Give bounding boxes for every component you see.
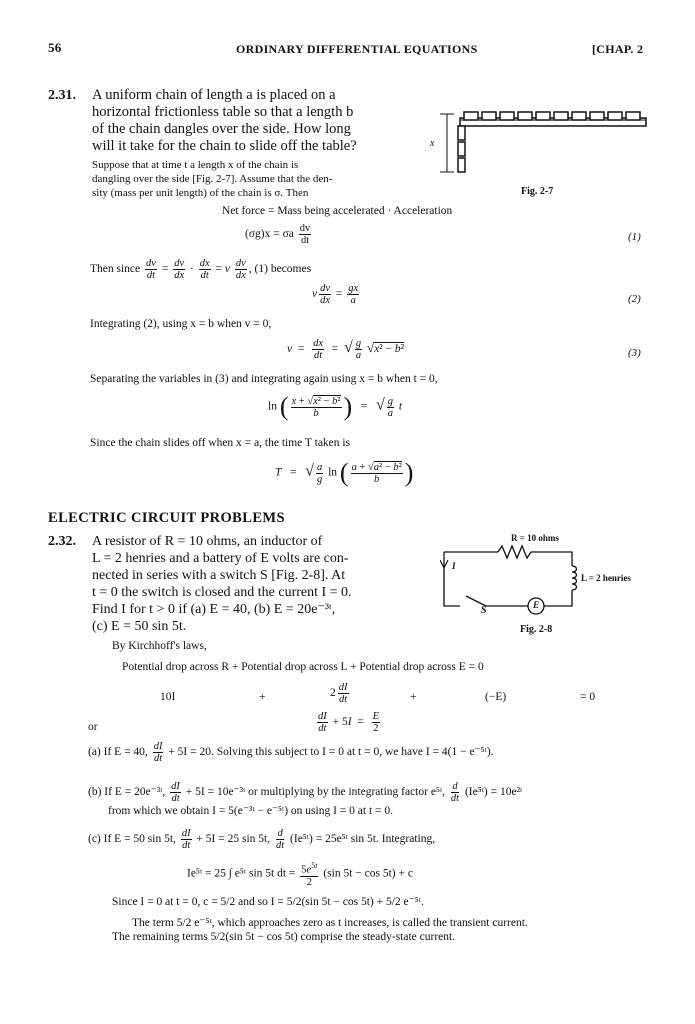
statement-line: Find I for t > 0 if (a) E = 40, (b) E = 20e⁻³ᵗ, bbox=[92, 602, 336, 617]
suppose-line: Suppose that at time t a length x of the chain is bbox=[92, 159, 299, 171]
separating-line: Separating the variables in (3) and integrating again using x = b when t = 0, bbox=[90, 373, 438, 385]
fig-2-7-x-label: x bbox=[430, 138, 435, 149]
problem-2-31-statement bbox=[92, 87, 357, 155]
suppose-line: sity (mass per unit length) of the chain is σ. Then bbox=[92, 187, 309, 199]
part-a-label: (a) If E = 40, bbox=[88, 746, 148, 759]
statement-line: A uniform chain of length a is placed on a bbox=[92, 87, 336, 103]
equation-2: v $\frac{dv}{dx}$ = $\frac{gx}{a}$ bbox=[312, 283, 359, 306]
net-force-equation: Net force = Mass being accelerated · Acceleration bbox=[222, 205, 453, 217]
equals-zero: = 0 bbox=[580, 691, 596, 703]
part-a-rest: + 5I = 20. Solving this subject to I = 0 at t = 0, we have I = 4(1 − e⁻⁵ᵗ). bbox=[168, 746, 494, 759]
kirchhoff-line: By Kirchhoff's laws, bbox=[112, 640, 207, 652]
plus-sign: + bbox=[259, 691, 266, 703]
integrating-line: Integrating (2), using x = b when v = 0, bbox=[90, 318, 272, 330]
log-equation: ln ( $\frac{\text{x + √x² − b²}}{b}$ ) = √ $\frac{g}{a}$ t bbox=[268, 392, 403, 421]
statement-line: A resistor of R = 10 ohms, an inductor of bbox=[92, 534, 323, 549]
statement-line: nected in series with a switch S [Fig. 2-8]. At bbox=[92, 568, 346, 583]
part-c-label: (c) If E = 50 sin 5t, bbox=[88, 833, 176, 846]
transient-line-1: The term 5/2 e⁻⁵ᵗ, which approaches zero as t increases, is called the transient current. bbox=[132, 917, 528, 929]
potential-drops-line: Potential drop across R + Potential drop across L + Potential drop across E = 0 bbox=[122, 661, 484, 673]
fig-2-7-caption: Fig. 2-7 bbox=[521, 186, 554, 197]
statement-line: will it take for the chain to slide off the table? bbox=[92, 138, 357, 154]
part-c-line: (c) If E = 50 sin 5t, $\frac{dI}{dt}$ + 5I = 25 sin 5t, $\frac{d}{dt}$ (Ie⁵ᵗ) = 25e⁵ᵗ sin 5t. Integrating, bbox=[88, 828, 436, 851]
part-b-rest: + 5I = 10e⁻³ᵗ or multiplying by the integrating factor e⁵ᵗ, bbox=[185, 786, 446, 799]
part-a-line: (a) If E = 40, $\frac{dI}{dt}$ + 5I = 20. Solving this subject to I = 0 at t = 0, we have I = 4(1 − e⁻⁵ᵗ). bbox=[88, 741, 494, 764]
fig-2-8-r-label: R = 10 ohms bbox=[511, 533, 559, 543]
drop-l-coefficient: 2 bbox=[330, 687, 336, 700]
statement-line: (c) E = 50 sin 5t. bbox=[92, 619, 187, 634]
time-equation: T = √ $\frac{a}{g}$ ln ( $\frac{\text{a + √a² − b²}}{b}$ ) bbox=[275, 458, 414, 487]
then-becomes-label: (1) becomes bbox=[254, 263, 312, 276]
part-b-line: (b) If E = 20e⁻³ᵗ, $\frac{dI}{dt}$ + 5I = 10e⁻³ᵗ or multiplying by the integrating factor e⁵ᵗ, $\frac{d}{dt}$ (Ie⁵ᵗ) = 10e²ᵗ bbox=[88, 781, 523, 804]
drop-r-value: 10I bbox=[160, 691, 176, 703]
drop-e-value: (−E) bbox=[485, 691, 507, 703]
suppose-line: dangling over the side [Fig. 2-7]. Assume that the den- bbox=[92, 173, 333, 185]
figure-2-8-circuit bbox=[440, 540, 590, 620]
fig-2-8-e-label: E bbox=[533, 600, 540, 610]
problem-2-31-suppose bbox=[92, 158, 332, 200]
part-b-rest-2: (Ie⁵ᵗ) = 10e²ᵗ bbox=[464, 786, 523, 799]
integral-line: Ie⁵ᵗ = 25 ∫ e⁵ᵗ sin 5t dt = $\frac{5e^{5t}}{2}$ (sin 5t − cos 5t) + c bbox=[187, 861, 413, 888]
fig-2-8-s-label: S bbox=[481, 605, 487, 616]
chapter-label: [CHAP. 2 bbox=[592, 42, 644, 56]
transient-line-2: The remaining terms 5/2(sin 5t − cos 5t) comprise the steady-state current. bbox=[112, 931, 456, 943]
part-c-rest-2: (Ie⁵ᵗ) = 25e⁵ᵗ sin 5t. Integrating, bbox=[290, 833, 436, 846]
statement-line: L = 2 henries and a battery of E volts are con- bbox=[92, 551, 349, 566]
fig-2-8-i-label: I bbox=[452, 561, 456, 571]
equation-1-number: (1) bbox=[628, 231, 641, 243]
running-title: ORDINARY DIFFERENTIAL EQUATIONS bbox=[236, 42, 478, 56]
statement-line: horizontal frictionless table so that a length b bbox=[92, 104, 354, 120]
fig-2-8-l-label: L = 2 henries bbox=[581, 573, 631, 583]
equation-3-number: (3) bbox=[628, 347, 641, 359]
integral-rhs: (sin 5t − cos 5t) + c bbox=[323, 867, 413, 880]
drop-l-value: 2 $\frac{dI}{dt}$ bbox=[330, 682, 348, 705]
equation-2-number: (2) bbox=[628, 293, 641, 305]
figure-2-7-chain bbox=[420, 108, 650, 188]
then-since-line: Then since $\frac{dv}{dt}$ = $\frac{dv}{dx}$ · $\frac{dx}{dt}$ = v $\frac{dv}{dx}$ , (1) becomes bbox=[90, 258, 312, 281]
fig-2-8-caption: Fig. 2-8 bbox=[520, 624, 553, 635]
part-b-label: (b) If E = 20e⁻³ᵗ, bbox=[88, 786, 166, 799]
then-since-label: Then since bbox=[90, 263, 141, 276]
part-c-rest: + 5I = 25 sin 5t, bbox=[196, 833, 271, 846]
page-number: 56 bbox=[48, 40, 62, 55]
equation-1 bbox=[245, 223, 313, 246]
plus-sign: + bbox=[410, 691, 417, 703]
or-label: or bbox=[88, 721, 98, 733]
eq1-numerator: dv bbox=[299, 223, 311, 234]
problem-number-2-31: 2.31. bbox=[48, 88, 76, 103]
since-slides-line: Since the chain slides off when x = a, the time T taken is bbox=[90, 437, 351, 449]
statement-line: of the chain dangles over the side. How long bbox=[92, 121, 351, 137]
integral-lhs: Ie⁵ᵗ = 25 ∫ e⁵ᵗ sin 5t dt = bbox=[187, 867, 296, 880]
statement-line: t = 0 the switch is closed and the current I = 0. bbox=[92, 585, 352, 600]
ode-equation: $\frac{dI}{dt}$ + 5I = $\frac{E}{2}$ bbox=[318, 711, 380, 734]
since-i0-line: Since I = 0 at t = 0, c = 5/2 and so I = 5/2(sin 5t − cos 5t) + 5/2 e⁻⁵ᵗ. bbox=[112, 896, 424, 908]
eq1-denominator: dt bbox=[300, 235, 310, 246]
equation-1-lhs: (σg)x = σa bbox=[245, 228, 294, 241]
section-title: ELECTRIC CIRCUIT PROBLEMS bbox=[48, 510, 285, 526]
problem-number-2-32: 2.32. bbox=[48, 534, 76, 549]
part-b-line-2: from which we obtain I = 5(e⁻³ᵗ − e⁻⁵ᵗ) on using I = 0 at t = 0. bbox=[108, 805, 393, 817]
problem-2-32-statement bbox=[92, 533, 352, 635]
equation-3: v = $\frac{dx}{dt}$ = √ $\frac{g}{a}$ √x² − b² bbox=[287, 338, 405, 361]
